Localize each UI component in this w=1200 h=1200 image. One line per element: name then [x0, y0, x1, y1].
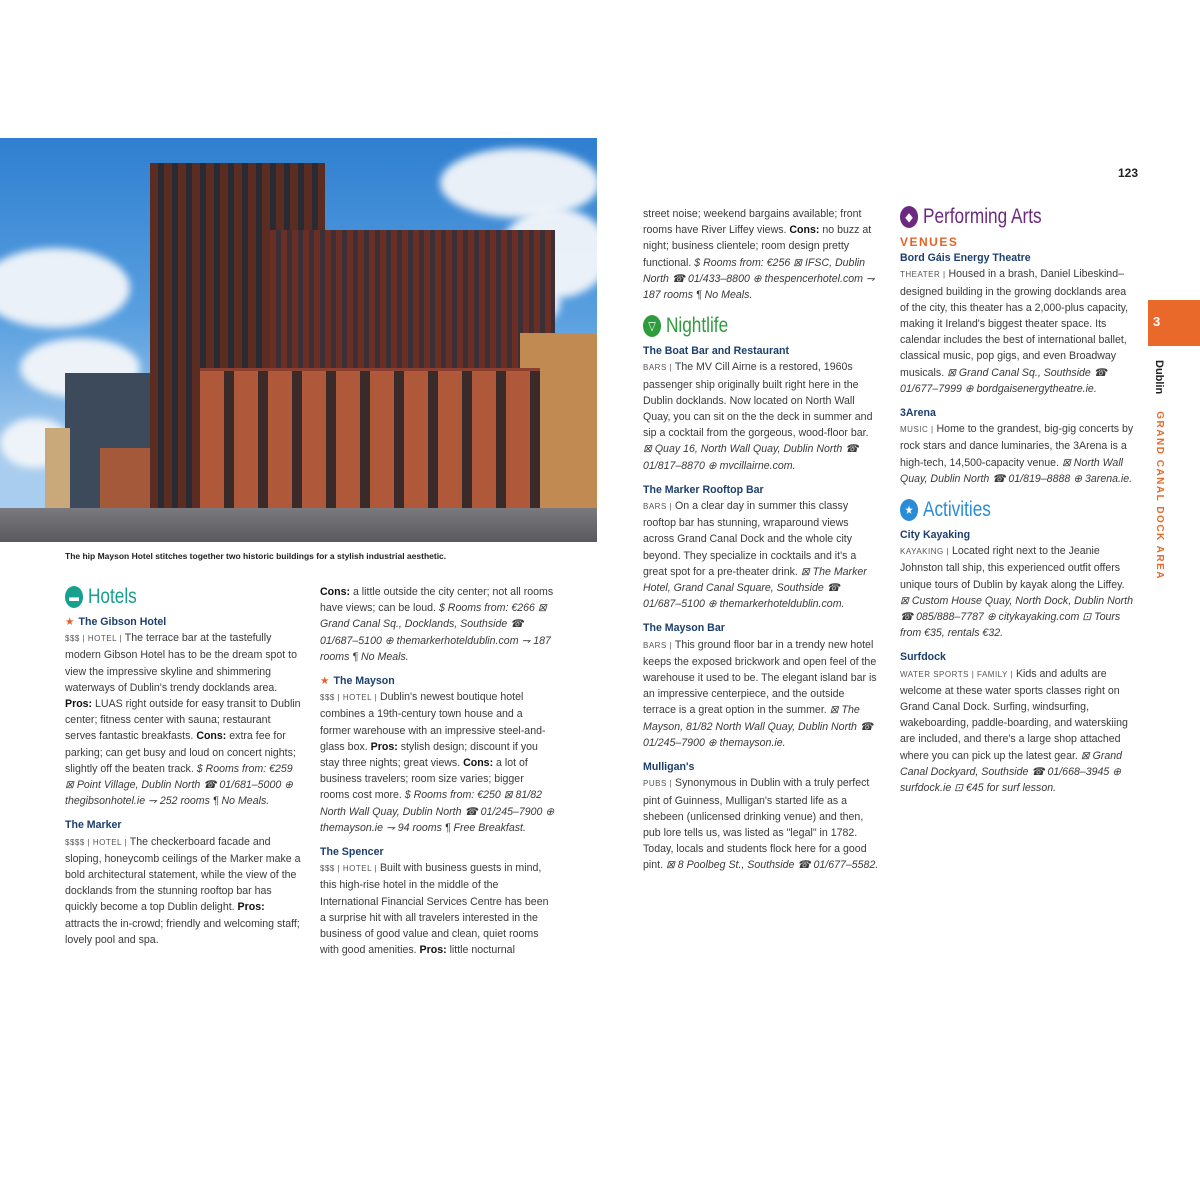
entry-title [643, 482, 879, 498]
entry-body [65, 834, 301, 948]
listing-entry [643, 620, 879, 751]
entry-title [900, 527, 1136, 543]
entry-meta: MUSIC | [900, 425, 934, 435]
entry-text: little nocturnal [446, 944, 515, 957]
entry-meta: BARS | [643, 363, 673, 373]
entry-title [320, 844, 556, 860]
listing-entry [643, 482, 879, 613]
subheading-venues: VENUES [900, 235, 959, 249]
entry-text: ⊠ North Wall Quay, Dublin North ☎ 01/819–8888 ⊕ 3arena.ie. [900, 456, 1133, 485]
section-title: Performing Arts [922, 204, 1042, 228]
entry-meta: PUBS | [643, 779, 673, 789]
entry-text: $ Rooms from: €256 ⊠ IFSC, Dublin North ☎ 01/433–8800 ⊕ thespencerhotel.com ⇁ 187 rooms ¶ No Meals. [643, 256, 875, 302]
entry-body [900, 666, 1136, 797]
entry-title [900, 250, 1136, 266]
section-heading-performing-arts [900, 202, 1094, 232]
entry-body [320, 860, 556, 958]
entry-text: Pros: [237, 901, 265, 914]
entry-text: $ Rooms from: €250 ⊠ 81/82 North Wall Quay, Dublin North ☎ 01/245–7900 ⊕ themayson.ie ⇁ 94 rooms ¶ Free Breakfast. [320, 789, 555, 834]
entry-text: Home to the grandest, big-gig concerts by rock stars and dance luminaries, the 3Arena is a high-tech, 14,500-capacity venue. [900, 423, 1134, 469]
star-icon: ★ [320, 675, 330, 688]
section-title: Nightlife [665, 314, 729, 338]
entry-text: The terrace bar at the tastefully modern Gibson Hotel has to be the dream spot to view the impressive skyline and shimmering waterways of Dublin's trendy docklands area. [65, 632, 298, 694]
listing-entry [900, 649, 1136, 796]
entry-body [900, 266, 1136, 397]
entry-text: LUAS right outside for easy transit to Dublin center; fitness center with sauna; restaurant serves fantastic breakfasts. [65, 698, 301, 743]
listing-entry [900, 405, 1136, 487]
listing-entry [900, 527, 1136, 641]
entry-text: ⊠ Grand Canal Dockyard, Southside ☎ 01/668–3945 ⊕ surfdock.ie ⊡ €45 for surf lesson. [900, 749, 1123, 795]
entry-body [900, 421, 1136, 487]
entry-text: Cons: [463, 757, 494, 770]
entry-text: Pros: [65, 698, 93, 711]
chapter-number: 3 [1153, 314, 1161, 329]
activity-icon: ★ [900, 499, 918, 521]
entry-text: This ground floor bar in a trendy new hotel keeps the exposed brickwork and open feel of the warehouse it used to be. The elegant island bar is an impressive centerpiece, and the outside terrace is a great option in the summer. [643, 638, 877, 717]
page-number: 123 [1118, 166, 1139, 180]
section-heading-nightlife [643, 311, 837, 341]
entry-meta: KAYAKING | [900, 547, 950, 557]
entry-text: Cons: [789, 224, 820, 237]
listing-entry [65, 817, 301, 948]
entry-text: Dublin's newest boutique hotel combines a 19th-century town house and a former warehouse with an impressive steel-and-glass box. [320, 691, 546, 753]
entry-name: The Mayson [333, 675, 395, 688]
entry-text: The checkerboard facade and sloping, honeycomb ceilings of the Marker make a bold architectural statement, while the view of the docklands from the stunning rooftop bar has quickly become a top Dublin delight. [65, 835, 301, 914]
entry-title [900, 649, 1136, 665]
entry-text: a lot of business travelers; room size varies; bigger rooms cost more. [320, 757, 528, 802]
entry-meta: $$$ | HOTEL | [320, 693, 378, 703]
entry-meta: $$$ | HOTEL | [65, 634, 123, 644]
entry-text: extra fee for parking; can get busy and loud on concert nights; slightly off the beaten track. [65, 730, 296, 775]
entry-text: Built with business guests in mind, this high-rise hotel in the middle of the International Financial Services Centre has been a surprise hit with all travelers interested in the business of good value and clean, quiet rooms with good amenities. [320, 862, 549, 957]
ticket-icon: ◆ [900, 206, 918, 228]
entry-text: Pros: [419, 944, 447, 957]
entry-body [643, 498, 879, 612]
entry-name: Surfdock [900, 651, 946, 664]
entry-body [65, 630, 301, 809]
entry-name: The Gibson Hotel [78, 616, 167, 628]
column-4 [900, 202, 1136, 804]
column-3 [643, 206, 879, 882]
entry-text: ⊠ The Marker Hotel, Grand Canal Square, Southside ☎ 01/687–5100 ⊕ themarkerhoteldublin.com. [643, 565, 867, 611]
listing-entry [320, 673, 556, 836]
entry-name: 3Arena [900, 407, 936, 420]
entry-text: ⊠ The Mayson, 81/82 North Wall Quay, Dublin North ☎ 01/245–7900 ⊕ themayson.ie. [643, 704, 874, 749]
hotel-photo [0, 138, 597, 542]
entry-text: Pros: [370, 740, 398, 753]
entry-title [643, 759, 879, 775]
entry-meta: BARS | [643, 640, 673, 650]
running-head-area: GRAND CANAL DOCK AREA [1154, 411, 1165, 581]
entry-meta: $$$$ | HOTEL | [65, 837, 127, 847]
entry-title [643, 343, 879, 359]
entry-name: The Boat Bar and Restaurant [643, 345, 789, 358]
entry-name: Mulligan's [643, 761, 695, 774]
entry-name: Bord Gáis Energy Theatre [900, 252, 1031, 265]
listing-entry [643, 759, 879, 873]
entry-meta: THEATER | [900, 270, 946, 280]
entry-name: City Kayaking [900, 529, 971, 542]
entry-body [320, 584, 556, 665]
entry-name: The Mayson Bar [643, 622, 725, 635]
entry-text: Cons: [320, 586, 351, 598]
bed-icon: ▬ [65, 586, 83, 608]
entry-text: The MV Cill Airne is a restored, 1960s passenger ship originally built right here in the Dublin docklands. Now located on North Wall Quay, you can sit on the the deck in summer and sip a cocktail from the gorgeous, wood-floor bar. [643, 361, 873, 440]
entry-text: On a clear day in summer this classy rooftop bar has stunning, wraparound views across Grand Canal Dock and the whole city beyond. They specialize in cocktails and it's a great spot for a pre-theater drink. [643, 500, 857, 578]
star-icon: ★ [65, 616, 75, 628]
cocktail-icon: ▽ [643, 315, 661, 337]
entry-body [643, 359, 879, 473]
running-head-city: Dublin [1153, 360, 1165, 395]
entry-text: no buzz at night; business clientele; room design pretty functional. [643, 224, 872, 269]
photo-caption: The hip Mayson Hotel stitches together two historic buildings for a stylish industrial aesthetic. [65, 551, 447, 561]
listing-entry [900, 250, 1136, 397]
entry-text: $ Rooms from: €259 ⊠ Point Village, Dublin North ☎ 01/681–5000 ⊕ thegibsonhotel.ie ⇁ 252 rooms ¶ No Meals. [65, 762, 294, 808]
entry-text: ⊠ Custom House Quay, North Dock, Dublin North ☎ 085/888–7787 ⊕ citykayaking.com ⊡ Tours from €35, rentals €32. [900, 594, 1133, 640]
entry-title [643, 620, 879, 636]
listing-entry [643, 206, 879, 303]
listing-entry [320, 584, 556, 665]
section-title: Hotels [87, 584, 137, 608]
entry-meta: $$$ | HOTEL | [320, 864, 378, 874]
entry-body [320, 689, 556, 836]
entry-body [643, 637, 879, 751]
listing-entry [65, 614, 301, 809]
entry-text: stylish design; discount if you stay three nights; great views. [320, 740, 538, 770]
column-2 [320, 584, 556, 966]
entry-text: Synonymous in Dublin with a truly perfect pint of Guinness, Mulligan's started life as a shebeen (unlicensed drinking venue) and then, pub lore tells us, was listed as "legal" in 1782. Today, locals and students flock here for a good pint. [643, 777, 870, 872]
section-heading-hotels [65, 582, 259, 612]
entry-title [65, 614, 301, 630]
entry-text: a little outside the city center; not all rooms have views; can be loud. [320, 586, 554, 615]
listing-entry [320, 844, 556, 958]
entry-text: Located right next to the Jeanie Johnston tall ship, this experienced outfit offers unique tours of Dublin by kayak along the Liffey. [900, 545, 1125, 591]
entry-text: Cons: [196, 730, 227, 743]
entry-title [320, 673, 556, 689]
entry-name: The Marker [65, 819, 122, 832]
entry-body [643, 775, 879, 873]
entry-text: street noise; weekend bargains available; front rooms have River Liffey views. [643, 208, 862, 237]
entry-title [900, 405, 1136, 421]
section-heading-activities [900, 495, 1094, 525]
entry-text: ⊠ Quay 16, North Wall Quay, Dublin North ☎ 01/817–8870 ⊕ mvcillairne.com. [643, 443, 859, 472]
entry-text: ⊠ 8 Poolbeg St., Southside ☎ 01/677–5582. [665, 859, 879, 872]
entry-meta: WATER SPORTS | FAMILY | [900, 669, 1014, 679]
column-1 [65, 582, 301, 956]
running-head [1153, 360, 1165, 580]
entry-text: ⊠ Grand Canal Sq., Southside ☎ 01/677–7999 ⊕ bordgaisenergytheatre.ie. [900, 366, 1107, 395]
entry-text: Kids and adults are welcome at these water sports classes right on Grand Canal Dock. Surfing, windsurfing, wakeboarding, paddle-boarding, and waterskiing are included, and there's a large shop attached where you can pick up the latest gear. [900, 667, 1128, 762]
section-title: Activities [922, 497, 991, 521]
entry-text: Housed in a brash, Daniel Libeskind–designed building in the growing docklands area of the city, this theater has a 2,000-plus capacity, making it Ireland's biggest theater space. Its calendar includes the best of international ballet, classical music, pop gigs, and even Broadway musicals. [900, 268, 1129, 379]
entry-title [65, 817, 301, 833]
entry-text: $ Rooms from: €266 ⊠ Grand Canal Sq., Docklands, Southside ☎ 01/687–5100 ⊕ themarkerhoteldublin.com ⇁ 187 rooms ¶ No Meals. [320, 602, 551, 663]
listing-entry [643, 343, 879, 474]
entry-body [900, 543, 1136, 641]
entry-name: The Spencer [320, 846, 384, 859]
entry-text: attracts the in-crowd; friendly and welcoming staff; lovely pool and spa. [65, 917, 300, 946]
entry-meta: BARS | [643, 502, 673, 512]
entry-name: The Marker Rooftop Bar [643, 483, 764, 496]
entry-body [643, 206, 879, 303]
